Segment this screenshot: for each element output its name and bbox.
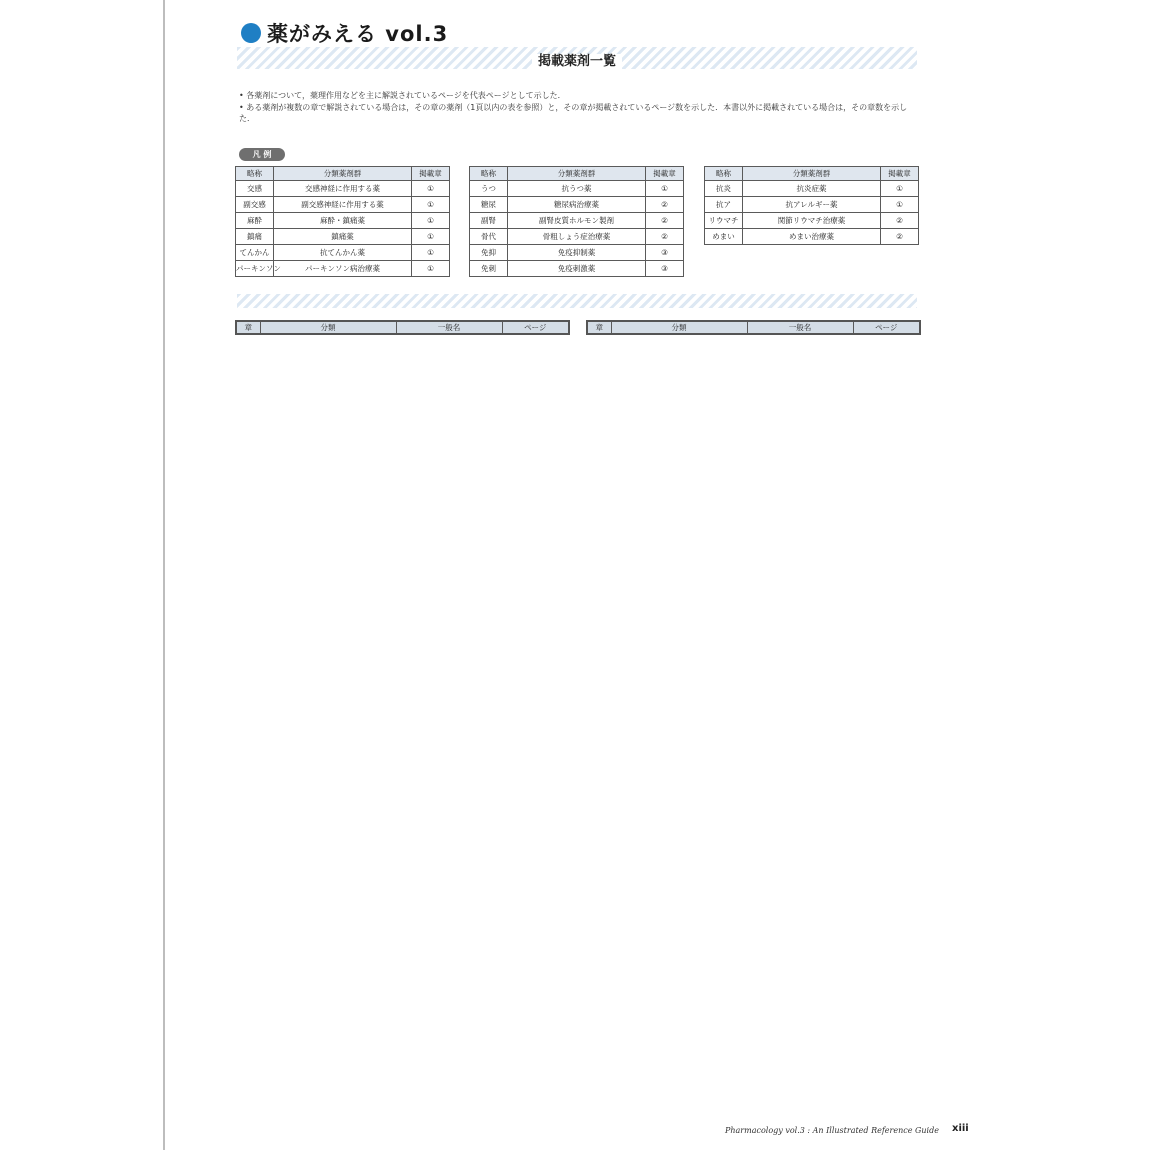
abbreviation-header-cell: 略称 <box>236 167 274 181</box>
abbreviation-row <box>236 229 450 245</box>
section-title-band <box>237 47 917 69</box>
abbreviation-row <box>470 213 684 229</box>
abbreviation-cell: リウマチ <box>705 213 743 229</box>
abbreviation-header-cell: 分類薬剤群 <box>274 167 412 181</box>
abbreviation-table <box>704 166 919 245</box>
abbreviation-row <box>236 197 450 213</box>
abbreviation-cell: パーキンソン病治療薬 <box>274 261 412 277</box>
abbreviation-cell: 免疫刺激薬 <box>508 261 646 277</box>
abbreviation-cell: 関節リウマチ治療薬 <box>743 213 881 229</box>
abbreviation-header-row <box>705 167 919 181</box>
section-title: 掲載薬剤一覧 <box>532 54 622 69</box>
drug-table-header-cell: 一般名 <box>747 321 853 334</box>
abbreviation-cell: ① <box>412 181 450 197</box>
abbreviation-cell: ① <box>646 181 684 197</box>
abbreviation-cell: 交感 <box>236 181 274 197</box>
abbreviation-header-cell: 掲載章 <box>412 167 450 181</box>
abbreviation-row <box>705 197 919 213</box>
drug-table-header-row <box>236 321 569 334</box>
abbreviation-cell: 糖尿病治療薬 <box>508 197 646 213</box>
abbreviation-cell: ① <box>412 229 450 245</box>
drug-table <box>586 320 921 335</box>
note-2: • ある薬剤が複数の章で解説されている場合は，その章の薬剤（1頁以内の表を参照）と，その章が掲載されているページ数を示した．本書以外に掲載されている場合は，その章数を示した． <box>239 103 908 123</box>
abbreviation-cell: ① <box>412 197 450 213</box>
drug-table-header-row <box>587 321 920 334</box>
abbreviation-cell: 抗てんかん薬 <box>274 245 412 261</box>
abbreviation-cell: てんかん <box>236 245 274 261</box>
abbreviation-cell: 免疫抑制薬 <box>508 245 646 261</box>
abbreviation-cell: ② <box>646 213 684 229</box>
abbreviation-header-cell: 掲載章 <box>646 167 684 181</box>
abbreviation-row <box>236 261 450 277</box>
abbreviation-row <box>470 261 684 277</box>
abbreviation-row <box>236 245 450 261</box>
drug-table-header-cell: ページ <box>853 321 920 334</box>
abbreviation-cell: 副腎 <box>470 213 508 229</box>
notes <box>239 90 919 125</box>
footer-caption: Pharmacology vol.3 : An Illustrated Reference Guide <box>725 1126 939 1135</box>
abbreviation-row <box>470 229 684 245</box>
abbreviation-cell: 糖尿 <box>470 197 508 213</box>
abbreviation-cell: ③ <box>646 261 684 277</box>
legend-label: 凡 例 <box>239 148 285 161</box>
abbreviation-cell: 抗うつ薬 <box>508 181 646 197</box>
abbreviation-cell: ② <box>646 197 684 213</box>
abbreviation-cell: ② <box>881 213 919 229</box>
abbreviation-cell: ① <box>412 213 450 229</box>
abbreviation-cell: 副腎皮質ホルモン製剤 <box>508 213 646 229</box>
abbreviation-header-cell: 略称 <box>470 167 508 181</box>
abbreviation-cell: ③ <box>646 245 684 261</box>
title-row <box>241 18 448 48</box>
drug-table-header-cell: 一般名 <box>396 321 502 334</box>
abbreviation-cell: ① <box>881 197 919 213</box>
abbreviation-cell: めまい <box>705 229 743 245</box>
abbreviation-row <box>236 181 450 197</box>
abbreviation-cell: 副交感 <box>236 197 274 213</box>
abbreviation-cell: 免抑 <box>470 245 508 261</box>
abbreviation-row <box>236 213 450 229</box>
drug-table-header-cell: 分類 <box>611 321 747 334</box>
note-1: • 各薬剤について，薬理作用などを主に解説されているページを代表ページとして示した． <box>239 91 566 100</box>
abbreviation-cell: めまい治療薬 <box>743 229 881 245</box>
drug-table-header-cell: 章 <box>236 321 260 334</box>
abbreviation-cell: 骨粗しょう症治療薬 <box>508 229 646 245</box>
abbreviation-header-cell: 掲載章 <box>881 167 919 181</box>
abbreviation-cell: 交感神経に作用する薬 <box>274 181 412 197</box>
abbreviation-cell: 骨代 <box>470 229 508 245</box>
drug-table-header-cell: 章 <box>587 321 611 334</box>
abbreviation-cell: 抗ア <box>705 197 743 213</box>
abbreviation-cell: 抗炎 <box>705 181 743 197</box>
abbreviation-row <box>705 213 919 229</box>
abbreviation-cell: 麻酔・鎮痛薬 <box>274 213 412 229</box>
abbreviation-cell: うつ <box>470 181 508 197</box>
abbreviation-table <box>235 166 450 277</box>
divider-band <box>237 294 917 308</box>
title-bullet-icon <box>241 23 261 43</box>
abbreviation-cell: ① <box>412 261 450 277</box>
abbreviation-header-row <box>236 167 450 181</box>
abbreviation-cell: ② <box>646 229 684 245</box>
abbreviation-cell: ① <box>412 245 450 261</box>
abbreviation-row <box>705 229 919 245</box>
abbreviation-cell: パーキンソン <box>236 261 274 277</box>
abbreviation-cell: ② <box>881 229 919 245</box>
abbreviation-cell: 抗炎症薬 <box>743 181 881 197</box>
abbreviation-cell: 鎮痛 <box>236 229 274 245</box>
abbreviation-row <box>470 245 684 261</box>
drug-table-header-cell: ページ <box>502 321 569 334</box>
drug-table <box>235 320 570 335</box>
abbreviation-table <box>469 166 684 277</box>
abbreviation-row <box>470 181 684 197</box>
page-title: 薬がみえる vol.3 <box>267 22 449 46</box>
abbreviation-cell: 鎮痛薬 <box>274 229 412 245</box>
abbreviation-cell: ① <box>881 181 919 197</box>
abbreviation-header-cell: 略称 <box>705 167 743 181</box>
abbreviation-header-cell: 分類薬剤群 <box>508 167 646 181</box>
document-page <box>165 0 1150 1150</box>
page-number: xiii <box>952 1123 969 1134</box>
abbreviation-cell: 免刺 <box>470 261 508 277</box>
abbreviation-row <box>705 181 919 197</box>
abbreviation-cell: 抗アレルギー薬 <box>743 197 881 213</box>
abbreviation-cell: 麻酔 <box>236 213 274 229</box>
abbreviation-header-row <box>470 167 684 181</box>
drug-table-header-cell: 分類 <box>260 321 396 334</box>
abbreviation-row <box>470 197 684 213</box>
abbreviation-cell: 副交感神経に作用する薬 <box>274 197 412 213</box>
abbreviation-header-cell: 分類薬剤群 <box>743 167 881 181</box>
